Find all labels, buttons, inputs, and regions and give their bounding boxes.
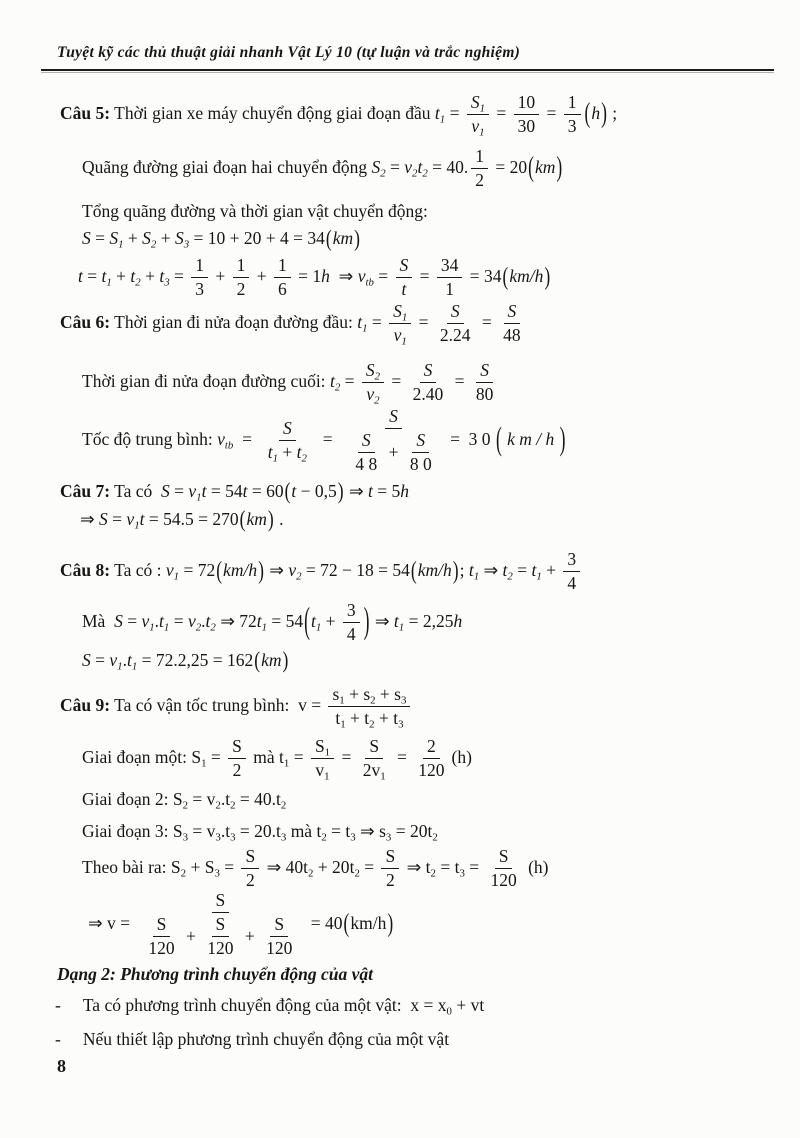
line-cau8: Câu 8: Ta có : $v_1$ = 72 ( km/h ) ⇒ $v_2$ = 72 − 18 = 54 ( km/h ) ; $t_1$ ⇒ $t_2$ = $t_1$ + $\frac{3}{4}$ — [60, 545, 583, 597]
big-paren: ( — [343, 907, 350, 938]
line-cau5-sum-t: t = $t_1$ + $t_2$ + $t_3$ = $\frac{1}{3}$ + $\frac{1}{2}$ + $\frac{1}{6}$ = 1 h ⇒ $v_{tb}$ = $\frac{S}{t}$ = $\frac{34}{1}$ = 34 ( km/h ) — [78, 254, 551, 299]
fraction: $\frac{S_2}{v_2}$ — [362, 360, 384, 405]
line-cau6-t1: Câu 6: Thời gian đi nửa đoạn đường đầu: $t_1$ = $\frac{S_1}{v_1}$ = $\frac{S}{2.24}$ = $\frac{S}{48}$ — [60, 298, 528, 348]
line-cau9-gd3: Giai đoạn 3: $S_3$ = $v_3$ . $t_3$ = 20. $t_3$ mà $t_2$ = $t_3$ ⇒ $s_3$ = 20 $t_2$ — [82, 821, 438, 844]
line-cau9-v: ⇒ v = S $\frac{S}{120}$ + $\frac{S}{120}$ + $\frac{S}{120}$ = 40 ( km/h ) — [88, 889, 394, 958]
line-cau9-theobaira: Theo bài ra: $S_2$ + $S_3$ = $\frac{S}{2}$ ⇒ 40 $t_2$ + 20 $t_2$ = $\frac{S}{2}$ ⇒ $t_2$ = $t_3$ = $\frac{S}{120}$ (h) — [82, 845, 549, 890]
line-cau9-gd2: Giai đoạn 2: $S_2$ = $v_2$ . $t_2$ = 40. $t_2$ — [82, 789, 287, 812]
line-cau5: Câu 5: Thời gian xe máy chuyển động giai đoạn đầu $t_1$ = $\frac{S_1}{v_1}$ = $\frac{10}{30}$ = $\frac{1}{3}$ ( h ) ; — [60, 91, 618, 138]
fraction: $\frac{S}{48}$ — [503, 300, 521, 345]
big-paren: ) — [337, 477, 344, 504]
fraction: $\frac{S}{t}$ — [396, 255, 413, 300]
big-paren: ) — [354, 224, 360, 252]
big-paren: ) — [556, 150, 563, 183]
big-paren: ( — [325, 224, 332, 252]
fraction: $\frac{10}{30}$ — [514, 92, 540, 137]
page-number: 8 — [57, 1056, 66, 1076]
big-paren: ( — [584, 96, 591, 129]
big-paren: ( — [284, 477, 291, 504]
big-paren: ) — [387, 907, 394, 938]
fraction: $\frac{S}{2.40}$ — [412, 359, 444, 404]
big-paren: ( — [304, 599, 310, 642]
line-dang2-item2: - Nếu thiết lập phương trình chuyển động của một vật — [55, 1029, 450, 1050]
fraction: S 2 $v_1$ — [362, 735, 386, 782]
line-cau5-sum-s: S = $S_1$ + $S_2$ + $S_3$ = 10 + 20 + 4 = 34 ( km ) — [82, 224, 361, 254]
line-dang2-item1: - Ta có phương trình chuyển động của một vật: x = $x_0$ + vt — [55, 995, 485, 1018]
line-cau7: Câu 7: Ta có S = $v_1$ t = 54 t = 60 ( t − 0,5 ) ⇒ t = 5 h — [60, 477, 409, 507]
big-paren: ) — [282, 646, 289, 673]
big-paren: ( — [410, 555, 417, 585]
fraction: $\frac{1}{2}$ — [233, 255, 250, 300]
fraction: $\frac{1}{3}$ — [191, 255, 208, 300]
big-paren: ) — [544, 261, 551, 291]
line-cau6-vtb: Tốc độ trung bình: $v_{tb}$ = S $t_1$ + $t_2$ = S $\frac{S}{4 8}$ + $\frac{S}{8 0}$ = 3 0 ( k m / h ) — [82, 405, 566, 474]
big-paren: ) — [363, 599, 370, 642]
fraction: $\frac{2}{120}$ — [418, 735, 445, 780]
line-cau9: Câu 9: Ta có vận tốc trung bình: v = $s_1$ + $s_2$ + $s_3$ $t_1$ + $t_2$ + $t_3$ — [60, 680, 413, 732]
big-paren: ) — [601, 96, 607, 129]
fraction: $\frac{S}{120}$ — [266, 913, 293, 958]
fraction: $\frac{3}{4}$ — [343, 600, 360, 645]
fraction: S $\frac{S}{120}$ + $\frac{S}{120}$ + $\frac{S}{120}$ — [137, 890, 303, 959]
fraction: $\frac{S_1}{v_1}$ — [389, 301, 411, 346]
fraction: $\frac{S}{4 8}$ — [355, 429, 378, 474]
big-paren: ( — [495, 419, 502, 458]
big-paren: ) — [258, 555, 264, 585]
line-cau8-s: S = $v_1$ . $t_1$ = 72.2,25 = 162 ( km ) — [82, 647, 289, 675]
fraction: S $t_1$ + $t_2$ — [267, 417, 307, 464]
big-paren: ) — [452, 555, 459, 585]
big-paren: ( — [239, 505, 246, 532]
fraction: $\frac{S}{2.24}$ — [439, 300, 471, 345]
fraction: $\frac{S_1}{v_1}$ — [311, 736, 334, 781]
big-paren: ( — [216, 555, 223, 585]
big-paren: ) — [559, 419, 566, 458]
fraction: $\frac{S}{2}$ — [381, 846, 399, 891]
fraction: $\frac{34}{1}$ — [437, 255, 463, 300]
line-cau8-ma: Mà S = $v_1$ . $t_1$ = $v_2$ . $t_2$ ⇒ 72 $t_1$ = 54 ( $t_1$ + $\frac{3}{4}$ ) ⇒ $t_1$ = 2,25 h — [82, 599, 463, 644]
fraction: $\frac{S_1}{v_1}$ — [467, 92, 489, 137]
line-dang2-heading: Dạng 2: Phương trình chuyển động của vật — [57, 964, 373, 985]
line-cau9-gd1: Giai đoạn một: $S_1$ = $\frac{S}{2}$ mà $t_1$ = $\frac{S_1}{v_1}$ = S 2 $v_1$ = $\frac{2}{120}$ (h) — [82, 735, 472, 782]
big-paren: ( — [528, 150, 534, 183]
line-cau6-t2: Thời gian đi nửa đoạn đường cuối: $t_2$ = $\frac{S_2}{v_2}$ = $\frac{S}{2.40}$ = $\frac{S}{80}$ — [82, 355, 500, 409]
header-rule-shadow — [41, 72, 774, 73]
fraction: $\frac{3}{4}$ — [563, 549, 580, 594]
fraction: $\frac{1}{3}$ — [564, 92, 581, 137]
fraction: $\frac{S}{120}$ — [207, 913, 234, 958]
fraction: $\frac{S}{120}$ — [148, 913, 175, 958]
fraction: S $\frac{S}{4 8}$ + $\frac{S}{8 0}$ — [344, 406, 442, 475]
big-paren: ( — [254, 646, 261, 673]
line-cau7-s: ⇒ S = $v_1$ t = 54.5 = 270 ( km ) . — [80, 505, 283, 535]
line-cau5-s2: Quãng đường giai đoạn hai chuyển động $S_2$ = $v_2$ $t_2$ = 40. $\frac{1}{2}$ = 20 ( km ) — [82, 145, 563, 190]
fraction: $\frac{S}{2}$ — [241, 846, 259, 891]
fraction: $\frac{S}{80}$ — [475, 359, 494, 404]
line-cau5-tong: Tổng quãng đường và thời gian vật chuyển động: — [82, 201, 428, 222]
fraction: $\frac{S}{8 0}$ — [409, 429, 432, 474]
fraction: $s_1$ + $s_2$ + $s_3$ $t_1$ + $t_2$ + $t_3$ — [328, 684, 410, 729]
big-paren: ( — [502, 261, 509, 291]
header-rule — [41, 69, 774, 71]
fraction: $\frac{1}{2}$ — [471, 146, 488, 191]
fraction: $\frac{S}{120}$ — [490, 845, 517, 890]
fraction: $\frac{S}{2}$ — [228, 736, 246, 781]
big-paren: ) — [267, 505, 274, 532]
running-header: Tuyệt kỹ các thủ thuật giải nhanh Vật Lý 10 (tự luận và trắc nghiệm) — [57, 44, 521, 61]
fraction: $\frac{1}{6}$ — [274, 255, 291, 300]
